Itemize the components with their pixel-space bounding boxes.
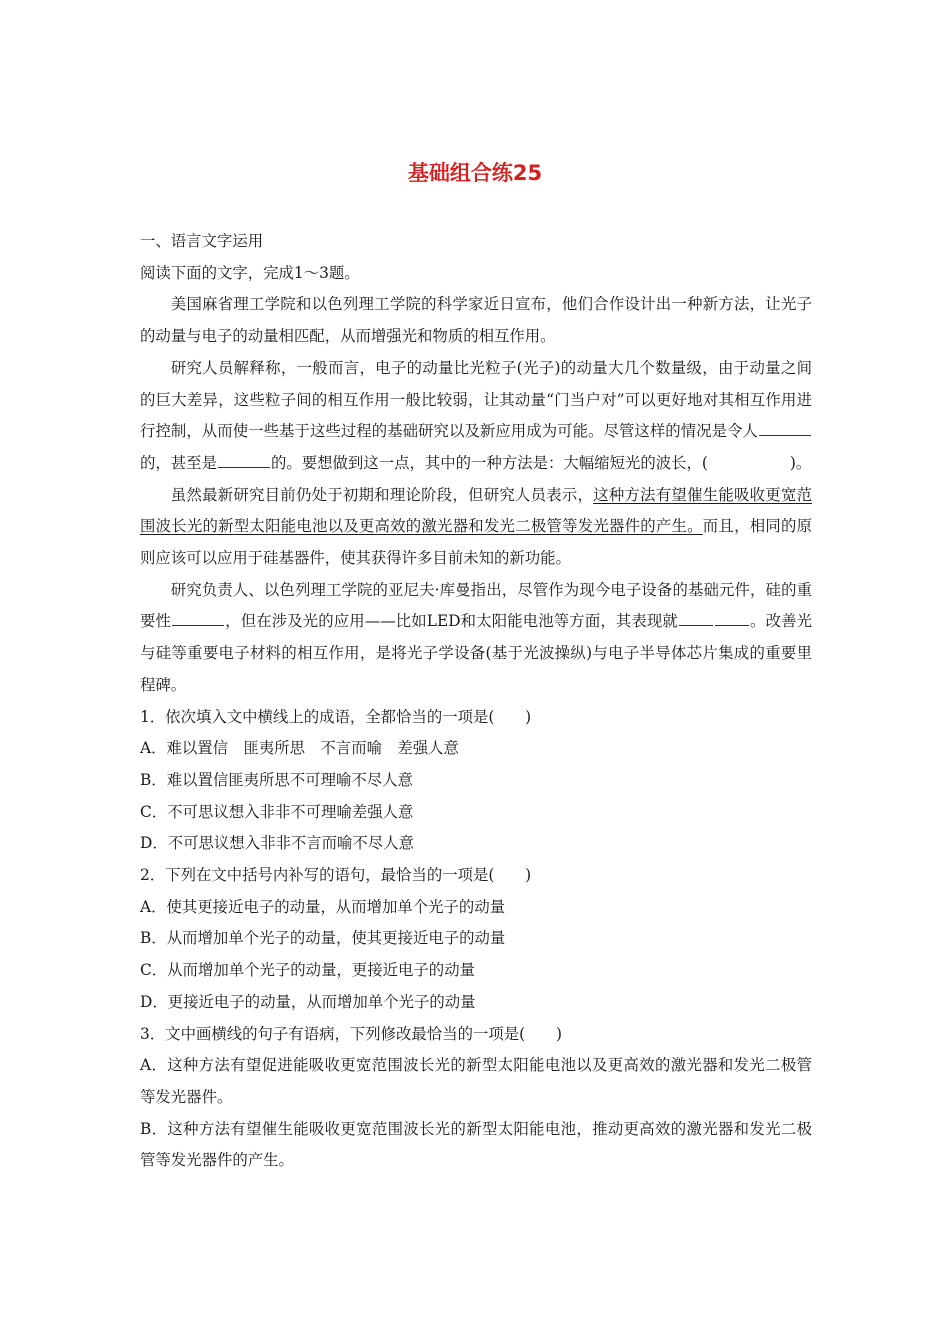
question-2-stem: 2．下列在文中括号内补写的语句，最恰当的一项是( ) [140, 866, 532, 885]
underlined-sentence: 这种方法有望催生能吸收更宽范围波长光的新型太阳能电池以及更高效的激光器和发光二极管等发光器件的产生。 [140, 485, 812, 536]
question-2-option-c: C．从而增加单个光子的动量，更接近电子的动量 [140, 961, 475, 980]
fill-blank-1 [759, 419, 811, 436]
question-2-option-d: D．更接近电子的动量，从而增加单个光子的动量 [140, 992, 476, 1011]
passage-text: 。改善光与硅等重要电子材料的相互作用，是将光子学设备(基于光波操纵)与电子半导体芯片集成的重要里程碑。 [140, 612, 812, 694]
passage-text: ，但在涉及光的应用——比如LED和太阳能电池等方面，其表现就 [225, 612, 678, 631]
question-1-option-c: C．不可思议想入非非不可理喻差强人意 [140, 802, 414, 821]
question-3-stem: 3．文中画横线的句子有语病，下列修改最恰当的一项是( ) [140, 1024, 562, 1043]
fill-blank-2 [218, 451, 270, 468]
fill-blank-3 [172, 609, 224, 626]
question-2-option-b: B．从而增加单个光子的动量，使其更接近电子的动量 [140, 929, 506, 948]
document-body [140, 226, 812, 1177]
question-1-option-d: D．不可思议想入非非不言而喻不尽人意 [140, 834, 414, 853]
question-1-option-b: B．难以置信匪夷所思不可理喻不尽人意 [140, 770, 413, 789]
section-heading: 一、语言文字运用 [140, 232, 264, 250]
question-2-option-a: A．使其更接近电子的动量，从而增加单个光子的动量 [140, 897, 506, 916]
passage-paragraph-3 [140, 480, 812, 575]
reading-instruction: 阅读下面的文字，完成1～3题。 [140, 263, 360, 282]
passage-paragraph-1: 美国麻省理工学院和以色列理工学院的科学家近日宣布，他们合作设计出一种新方法，让光子的动量与电子的动量相匹配，从而增强光和物质的相互作用。 [140, 295, 812, 346]
passage-text: )。 [789, 453, 812, 472]
passage-paragraph-2 [140, 353, 812, 480]
passage-text: 的。要想做到这一点，其中的一种方法是：大幅缩短光的波长，( [270, 453, 708, 472]
passage-text: 而且，相同的原则应该可以应用于硅基器件，使其获得许多目前未知的新功能。 [140, 517, 812, 568]
question-1-option-a: A．难以置信 匪夷所思 不言而喻 差强人意 [140, 739, 459, 758]
fill-blank-4 [679, 609, 713, 626]
question-3-option-b: B．这种方法有望催生能吸收更宽范围波长光的新型太阳能电池，推动更高效的激光器和发光二极管等发光器件的产生。 [140, 1119, 812, 1170]
passage-text: 研究人员解释称，一般而言，电子的动量比光粒子(光子)的动量大几个数量级，由于动量之间的巨大差异，这些粒子间的相互作用一般比较弱，让其动量“门当户对”可以更好地对其相互作用进行控制，从而使一些基于这些过程的基础研究以及新应用成为可能。尽管这样的情况是令人 [140, 358, 812, 441]
passage-text: 的，甚至是 [140, 453, 217, 472]
question-3-option-a: A．这种方法有望促进能吸收更宽范围波长光的新型太阳能电池以及更高效的激光器和发光二极管等发光器件。 [140, 1056, 812, 1106]
passage-paragraph-4 [140, 575, 812, 702]
passage-text: 虽然最新研究目前仍处于初期和理论阶段，但研究人员表示， [170, 485, 594, 504]
fill-blank-4-cont [715, 609, 749, 626]
question-1-stem: 1．依次填入文中横线上的成语，全都恰当的一项是( ) [140, 707, 532, 726]
page-title: 基础组合练25 [407, 161, 543, 185]
passage-text: 研究负责人、以色列理工学院的亚尼夫·库曼指出，尽管作为现今电子设备的基础元件，硅的重要性 [140, 580, 812, 631]
